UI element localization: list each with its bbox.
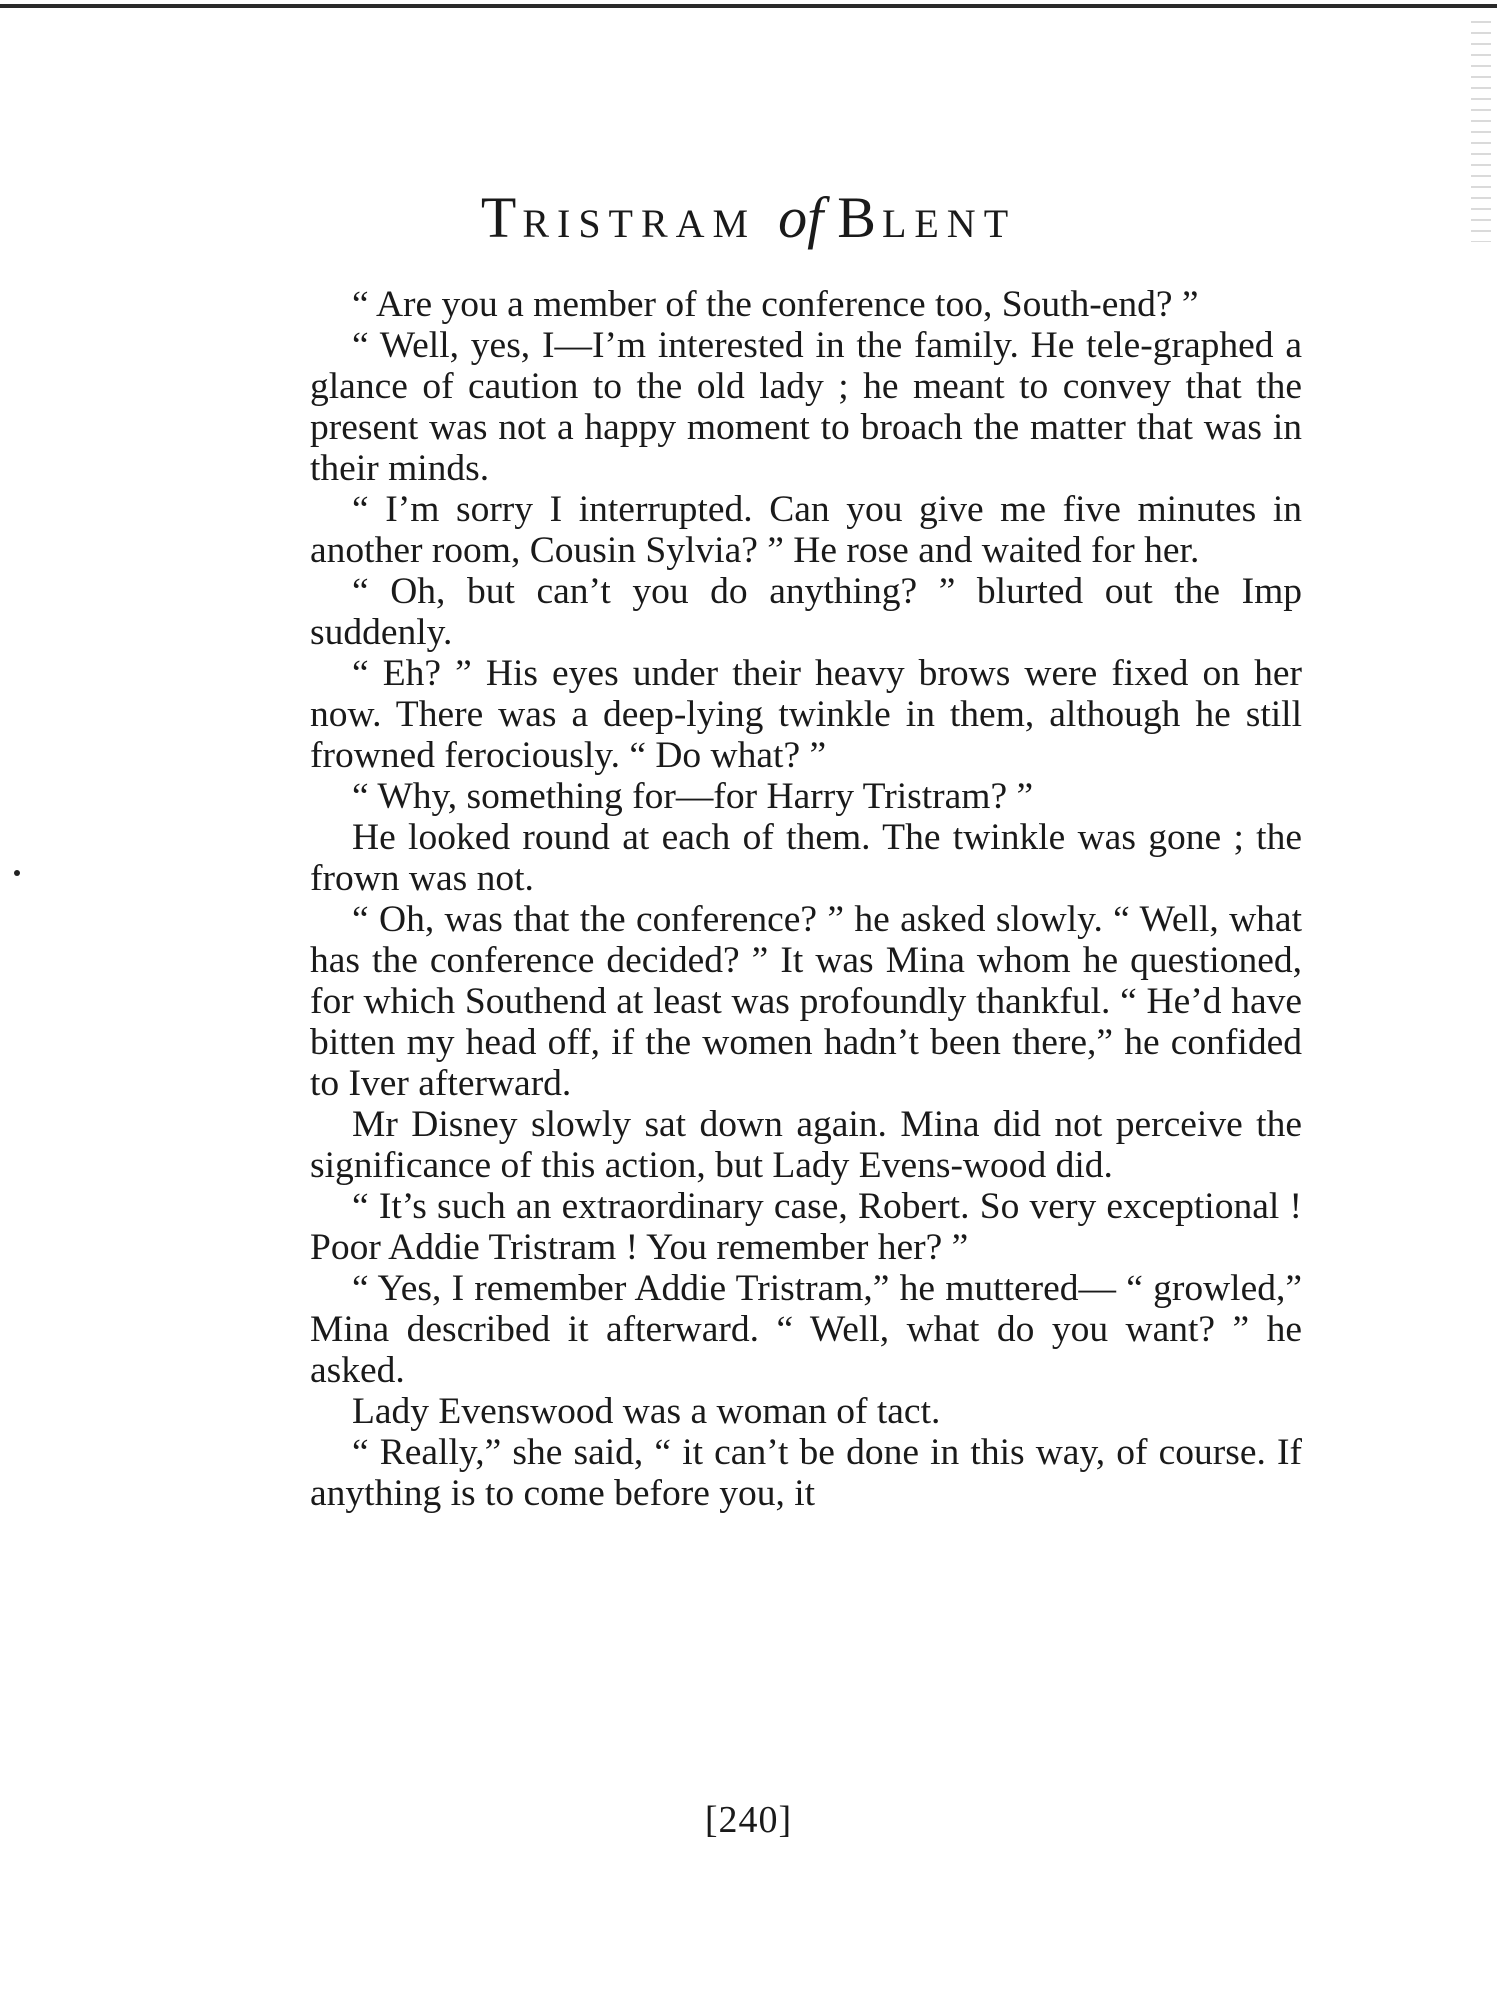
page-number: [240]: [704, 1799, 793, 1841]
paragraph: He looked round at each of them. The twinkle was gone ; the frown was not.: [310, 817, 1302, 899]
header-word-1: RISTRAM: [522, 201, 757, 246]
stray-ink-dot: [14, 870, 20, 876]
paragraph: “ I’m sorry I interrupted. Can you give me five minutes in another room, Cousin Sylvia? ” He rose and waited for her.: [310, 489, 1302, 571]
paragraph: “ Eh? ” His eyes under their heavy brows were fixed on her now. There was a deep-lying twinkle in them, although he still frowned ferociously. “ Do what? ”: [310, 653, 1302, 776]
header-initial-1: T: [480, 185, 523, 250]
paragraph: “ It’s such an extraordinary case, Robert. So very exceptional ! Poor Addie Tristram ! You remember her? ”: [310, 1186, 1302, 1268]
paragraph: “ Really,” she said, “ it can’t be done in this way, of course. If anything is to come before you, it: [310, 1432, 1302, 1514]
paragraph: “ Why, something for—for Harry Tristram? ”: [352, 776, 1034, 817]
body-text: [310, 284, 1302, 1514]
header-initial-2: B: [837, 185, 882, 250]
paragraph: Lady Evenswood was a woman of tact.: [352, 1391, 941, 1432]
running-header: [0, 185, 1497, 254]
paragraph: “ Oh, but can’t you do anything? ” blurted out the Imp suddenly.: [310, 571, 1302, 653]
paragraph: Mr Disney slowly sat down again. Mina did not perceive the significance of this action, but Lady Evens-wood did.: [310, 1104, 1302, 1186]
header-word-2: LENT: [881, 201, 1017, 246]
paragraph: “ Are you a member of the conference too, South-end? ”: [352, 284, 1199, 325]
top-edge-rule: [0, 4, 1497, 8]
header-connector: of: [778, 185, 824, 250]
paragraph: “ Oh, was that the conference? ” he asked slowly. “ Well, what has the conference decided? ” It was Mina whom he questioned, for which Southend at least was profoundly thankful. “ He’d have bitten my head off, if the women hadn’t been there,” he confided to Iver afterward.: [310, 899, 1302, 1104]
paragraph: “ Yes, I remember Addie Tristram,” he muttered— “ growled,” Mina described it afterward. “ Well, what do you want? ” he asked.: [310, 1268, 1302, 1391]
paragraph: “ Well, yes, I—I’m interested in the family. He tele-graphed a glance of caution to the old lady ; he meant to convey that the present was not a happy moment to broach the matter that was in their minds.: [310, 325, 1302, 489]
